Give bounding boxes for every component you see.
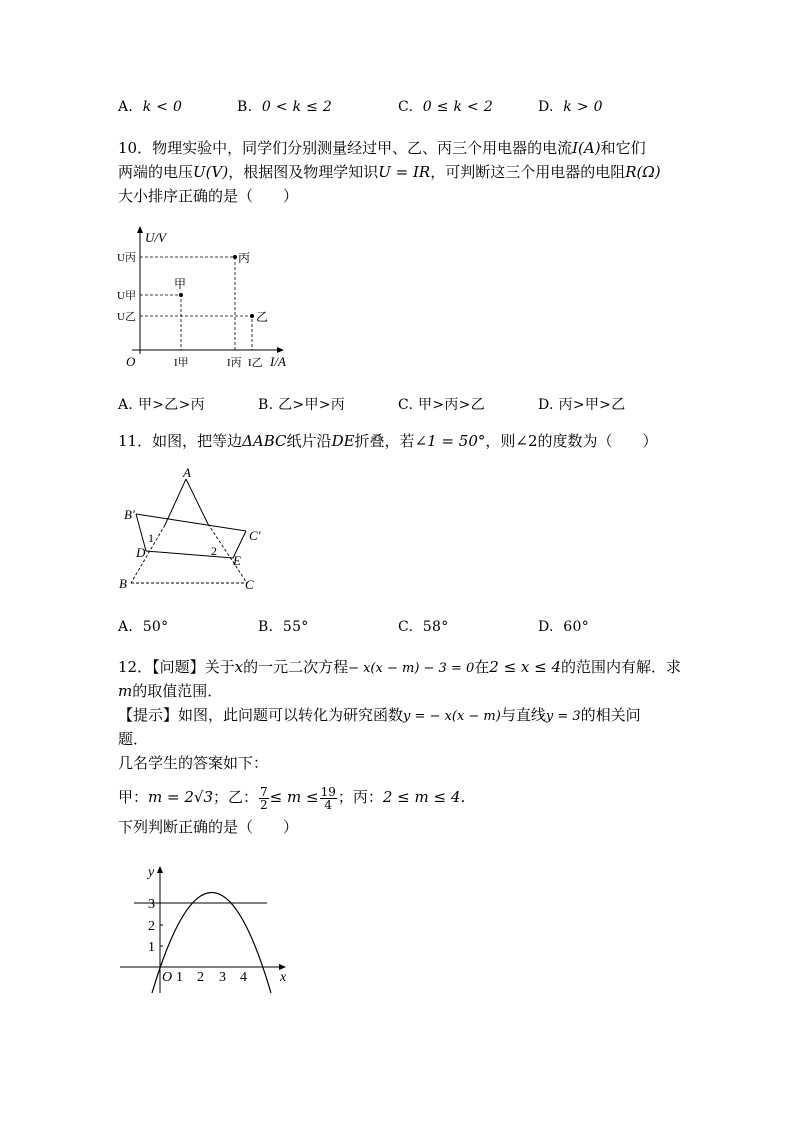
q10-y-arrow bbox=[137, 226, 143, 233]
q10-option-c: C. 甲>丙>乙 bbox=[398, 397, 485, 413]
q10-line-3: 大小排序正确的是（ ） bbox=[118, 187, 299, 205]
q10-y-label-jia: U甲 bbox=[117, 290, 136, 302]
q11-side-ad bbox=[165, 479, 186, 525]
q11-option-a: A. 50° bbox=[118, 619, 169, 635]
q12-parabola-graph bbox=[112, 860, 302, 1000]
q11-label-b-prime: B′ bbox=[124, 507, 135, 522]
q10-y-axis-label: U/V bbox=[145, 230, 166, 245]
q11-label-d: D bbox=[136, 545, 146, 560]
q10-point-yi bbox=[250, 314, 254, 318]
q12-xtick-label-3: 3 bbox=[219, 970, 226, 985]
q10-x-label-jia: I甲 bbox=[174, 357, 189, 369]
q12-line-4: 题． bbox=[118, 730, 149, 748]
q10-option-d: D. 丙>甲>乙 bbox=[538, 397, 626, 413]
q12-origin-label: O bbox=[162, 970, 173, 985]
q10-voltage-current-graph bbox=[112, 222, 302, 370]
q11-angle-2: 2 bbox=[211, 544, 217, 558]
q12-answers: 甲：m = 2√3；乙： $\frac{7}{2}$ ≤ m ≤ $\frac{19}{4}$ ；丙：2 ≤ m ≤ 4． bbox=[118, 784, 476, 812]
q10-x-label-yi: I乙 bbox=[248, 357, 263, 369]
q11-option-c: C. 58° bbox=[398, 619, 449, 635]
q10-guide-jia bbox=[140, 295, 181, 350]
q12-x-axis-label: x bbox=[280, 970, 287, 985]
q12-frac-7-2: $\frac{7}{2}$ bbox=[260, 784, 268, 812]
q11-label-b: B bbox=[119, 576, 127, 591]
q12-xtick-label-2: 2 bbox=[197, 970, 204, 985]
q10-x-axis-label: I/A bbox=[270, 354, 286, 369]
q11-fold-figure bbox=[112, 468, 272, 594]
q12-line-3: 【提示】如图，此问题可以转化为研究函数y = − x(x − m)与直线y = 3的相关问 bbox=[118, 706, 641, 724]
q12-frac-19-4: $\frac{19}{4}$ bbox=[320, 784, 336, 812]
q12-line-2: m的取值范围． bbox=[118, 682, 223, 700]
q12-y-axis-label: y bbox=[148, 865, 155, 880]
q9-option-a: A. k < 0 bbox=[118, 99, 183, 115]
q10-point-bing bbox=[233, 255, 237, 259]
q10-x-label-bing: I丙 bbox=[227, 357, 242, 369]
q11-label-c: C bbox=[245, 577, 254, 592]
q12-ytick-label-1: 1 bbox=[148, 940, 155, 955]
q11-side-ae bbox=[186, 479, 208, 524]
q12-line-5: 几名学生的答案如下： bbox=[118, 754, 269, 772]
q10-point-jia bbox=[179, 293, 183, 297]
q10-guide-bing bbox=[140, 257, 235, 350]
q12-ytick-label-2: 2 bbox=[148, 919, 155, 934]
q10-point-label-jia: 甲 bbox=[174, 277, 187, 291]
q10-y-label-yi: U乙 bbox=[117, 311, 136, 323]
q12-y-arrow bbox=[157, 866, 163, 873]
q11-label-a: A bbox=[183, 468, 191, 480]
q9-option-d: D. k > 0 bbox=[538, 99, 603, 115]
q10-y-label-bing: U丙 bbox=[117, 252, 136, 264]
q11-label-c-prime: C′ bbox=[249, 528, 261, 543]
q10-x-arrow bbox=[277, 347, 284, 353]
q12-line-7: 下列判断正确的是（ ） bbox=[118, 818, 299, 836]
q11-option-b: B. 55° bbox=[258, 619, 309, 635]
q11-option-d: D. 60° bbox=[538, 619, 590, 635]
q10-origin-label: O bbox=[126, 354, 136, 369]
q12-ytick-label-3: 3 bbox=[148, 897, 155, 912]
q10-line-1: 10．物理实验中，同学们分别测量经过甲、乙、丙三个用电器的电流I(A)和它们 bbox=[118, 139, 646, 157]
q10-line-2: 两端的电压U(V)，根据图及物理学知识U = IR，可判断这三个用电器的电阻R(Ω) bbox=[118, 163, 661, 181]
q12-xtick-label-1: 1 bbox=[176, 970, 183, 985]
q12-xtick-label-4: 4 bbox=[240, 970, 247, 985]
q11-fold-b-cprime bbox=[136, 514, 246, 531]
q10-point-label-bing: 丙 bbox=[238, 251, 251, 265]
q11-crease-de bbox=[146, 551, 233, 558]
q10-option-b: B. 乙>甲>丙 bbox=[258, 397, 346, 413]
q11-angle-1: 1 bbox=[148, 531, 154, 545]
q9-option-b: B. 0 < k ≤ 2 bbox=[237, 99, 333, 115]
q11-question: 11．如图，把等边ΔABC纸片沿DE折叠，若∠1 = 50°，则∠2的度数为（ ） bbox=[118, 432, 658, 450]
q12-line-1: 12．【问题】关于x的一元二次方程− x(x − m) − 3 = 0在2 ≤ x ≤ 4的范围内有解．求 bbox=[118, 658, 682, 676]
q10-option-a: A. 甲>乙>丙 bbox=[118, 397, 205, 413]
q11-label-e: E bbox=[233, 553, 241, 568]
q10-point-label-yi: 乙 bbox=[256, 310, 269, 324]
q9-option-c: C. 0 ≤ k < 2 bbox=[398, 99, 494, 115]
